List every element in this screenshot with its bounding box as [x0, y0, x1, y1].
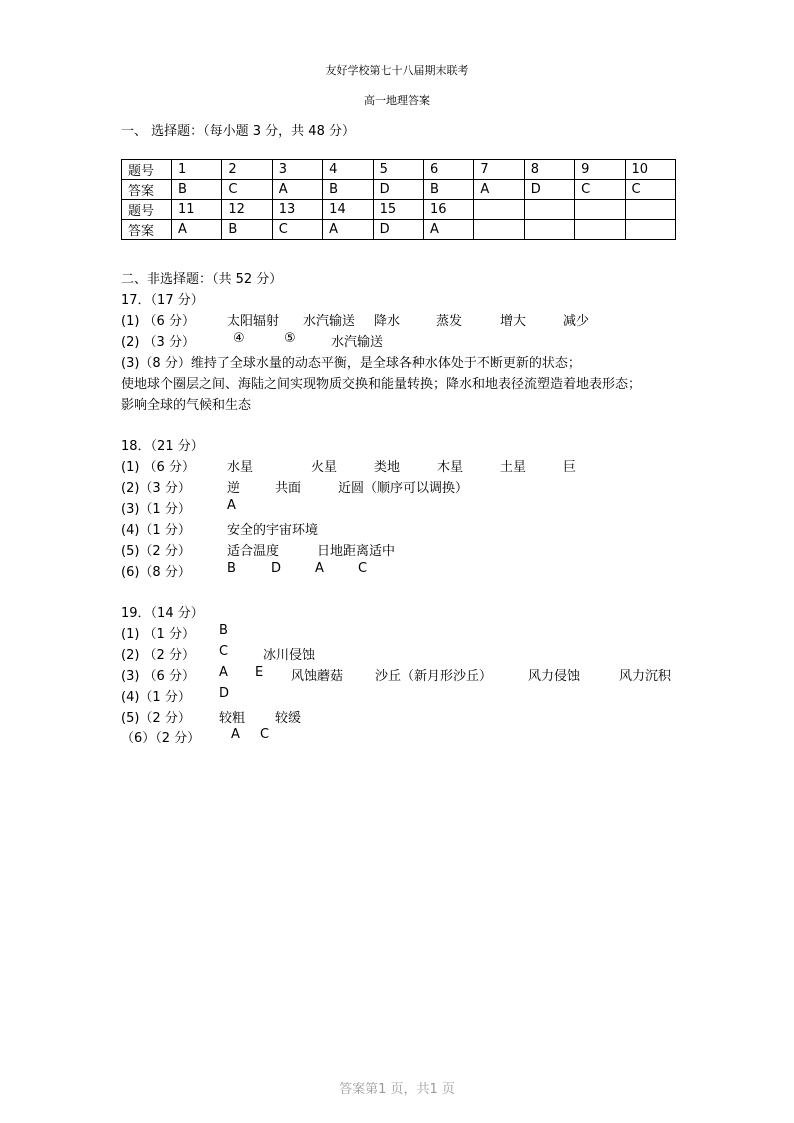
answer-item: A: [315, 561, 324, 576]
answer-item: B: [219, 623, 228, 638]
q18-6-label: (6)（8 分）: [121, 565, 191, 580]
school-title: 友好学校第七十八届期末联考: [325, 64, 469, 77]
answer-item: 风蚀蘑菇: [291, 669, 344, 684]
answer-item: 逆: [227, 481, 241, 496]
table-cell: 11: [172, 200, 222, 220]
answer-table: [121, 159, 676, 240]
answer-item: 风力沉积: [619, 669, 672, 684]
answer-item: 火星: [311, 460, 338, 475]
answer-item: 风力侵蚀: [528, 669, 581, 684]
answer-item: 土星: [500, 460, 527, 475]
table-cell: A: [474, 180, 524, 200]
table-cell: 8: [524, 160, 574, 180]
answer-item: D: [219, 686, 230, 701]
table-cell: B: [323, 180, 373, 200]
table-cell: A: [423, 220, 473, 240]
table-cell: B: [222, 220, 272, 240]
q19-heading: 19．（14 分）: [121, 606, 204, 621]
table-cell: 7: [474, 160, 524, 180]
answer-item: C: [358, 561, 368, 576]
table-cell: [474, 200, 524, 220]
answer-item: 木星: [437, 460, 464, 475]
table-cell: [575, 220, 625, 240]
q19-1-label: (1) （1 分）: [121, 627, 195, 642]
answer-item: 太阳辐射: [227, 314, 280, 329]
answer-item: 冰川侵蚀: [263, 648, 316, 663]
answer-item: 适合温度: [227, 544, 280, 559]
table-cell: D: [373, 220, 423, 240]
table-cell: 14: [323, 200, 373, 220]
answer-item: ⑤: [284, 331, 296, 346]
table-row: [122, 220, 676, 240]
answer-item: 安全的宇宙环境: [227, 523, 319, 538]
table-cell: [474, 220, 524, 240]
answer-item: 水汽输送: [331, 335, 384, 350]
table-cell: A: [323, 220, 373, 240]
section1-title: 一、 选择题：（每小题 3 分，共 48 分）: [121, 124, 355, 139]
table-cell: C: [625, 180, 675, 200]
table-row: [122, 200, 676, 220]
q17-3-text-cont: 使地球个圈层之间、海陆之间实现物质交换和能量转换；降水和地表径流塑造着地表形态；: [121, 377, 642, 392]
q17-3-text-cont: 影响全球的气候和生态: [121, 398, 252, 413]
answer-item: ④: [233, 331, 245, 346]
table-row: [122, 180, 676, 200]
answer-item: B: [227, 561, 236, 576]
answer-item: 较粗: [219, 711, 246, 726]
answer-item: 共面: [275, 481, 302, 496]
answer-item: 沙丘（新月形沙丘）: [375, 669, 493, 684]
table-cell: C: [575, 180, 625, 200]
table-cell: D: [373, 180, 423, 200]
table-cell: 16: [423, 200, 473, 220]
q19-5-label: (5)（2 分）: [121, 711, 191, 726]
answer-item: A: [227, 498, 236, 513]
table-cell: 12: [222, 200, 272, 220]
q18-2-label: (2)（3 分）: [121, 481, 191, 496]
q18-1-label: (1) （6 分）: [121, 460, 195, 475]
q18-5-label: (5)（2 分）: [121, 544, 191, 559]
q19-2-label: (2) （2 分）: [121, 648, 195, 663]
q19-6-label: （6）（2 分）: [121, 731, 201, 746]
answer-item: C: [260, 727, 270, 742]
table-cell: 5: [373, 160, 423, 180]
table-cell: 10: [625, 160, 675, 180]
q18-4-label: (4)（1 分）: [121, 523, 191, 538]
q17-heading: 17．（17 分）: [121, 293, 204, 308]
table-cell: 2: [222, 160, 272, 180]
table-cell: 15: [373, 200, 423, 220]
table-cell: [625, 200, 675, 220]
answer-item: A: [231, 727, 240, 742]
table-cell: 4: [323, 160, 373, 180]
table-cell: 题号: [122, 160, 172, 180]
table-cell: A: [272, 180, 322, 200]
answer-item: 巨: [563, 460, 577, 475]
q18-heading: 18．（21 分）: [121, 439, 204, 454]
table-cell: [575, 200, 625, 220]
table-cell: 9: [575, 160, 625, 180]
section2-title: 二、非选择题：（共 52 分）: [121, 272, 283, 287]
table-cell: [524, 200, 574, 220]
table-cell: 3: [272, 160, 322, 180]
answer-item: A: [219, 665, 228, 680]
answer-item: E: [255, 665, 264, 680]
table-cell: C: [272, 220, 322, 240]
answer-item: D: [271, 561, 282, 576]
table-row: [122, 160, 676, 180]
answer-item: 减少: [563, 314, 590, 329]
answer-item: 日地距离适中: [317, 544, 396, 559]
answer-item: 增大: [500, 314, 527, 329]
answer-item: C: [219, 644, 229, 659]
q19-4-label: (4)（1 分）: [121, 690, 191, 705]
answer-item: 蒸发: [436, 314, 463, 329]
table-cell: 题号: [122, 200, 172, 220]
q18-3-label: (3)（1 分）: [121, 502, 191, 517]
answer-item: 水汽输送: [303, 314, 356, 329]
answer-item: 较缓: [275, 711, 302, 726]
table-cell: C: [222, 180, 272, 200]
table-cell: [524, 220, 574, 240]
answer-item: 降水: [374, 314, 401, 329]
q17-3-text: (3)（8 分）维持了全球水量的动态平衡，是全球各种水体处于不断更新的状态；: [121, 356, 581, 371]
table-cell: 13: [272, 200, 322, 220]
subject-title: 高一地理答案: [364, 94, 430, 107]
answer-item: 类地: [374, 460, 401, 475]
table-cell: 答案: [122, 180, 172, 200]
table-cell: B: [423, 180, 473, 200]
answer-item: 近圆（顺序可以调换）: [338, 481, 469, 496]
table-cell: [625, 220, 675, 240]
table-cell: B: [172, 180, 222, 200]
table-cell: A: [172, 220, 222, 240]
q17-2-label: (2) （3 分）: [121, 335, 195, 350]
page-footer: 答案第1 页，共1 页: [339, 1082, 455, 1097]
table-cell: 答案: [122, 220, 172, 240]
table-cell: 6: [423, 160, 473, 180]
table-cell: D: [524, 180, 574, 200]
q17-1-label: (1) （6 分）: [121, 314, 195, 329]
q19-3-label: (3) （6 分）: [121, 669, 195, 684]
answer-item: 水星: [227, 460, 254, 475]
table-cell: 1: [172, 160, 222, 180]
